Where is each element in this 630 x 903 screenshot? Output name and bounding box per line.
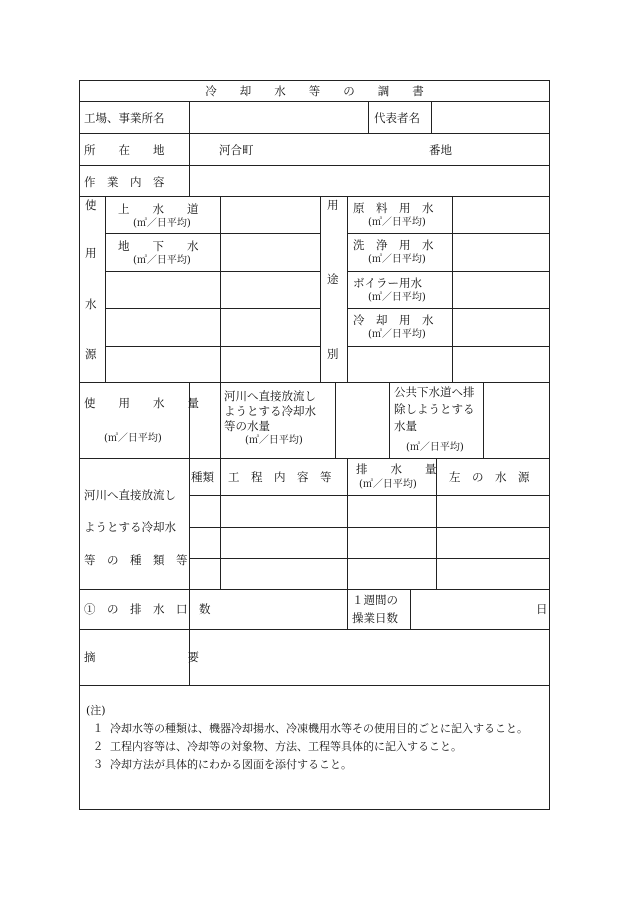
types-left-line-1: 河川へ直接放流し — [84, 488, 176, 502]
rule — [347, 308, 550, 309]
river-volume-line-2: ようとする冷却水 — [224, 404, 316, 418]
sewer-volume-line-1: 公共下水道へ排 — [394, 385, 475, 399]
raw-material-unit: (㎥／日平均) — [368, 217, 426, 228]
washing-unit: (㎥／日平均) — [368, 254, 426, 265]
sewer-volume-unit: (㎥／日平均) — [406, 442, 464, 453]
water-source-side-4: 源 — [85, 347, 97, 361]
rule — [189, 458, 190, 589]
rule — [220, 382, 221, 458]
rule — [452, 196, 453, 382]
rule — [79, 589, 550, 590]
rule — [368, 101, 369, 133]
river-volume-unit: (㎥／日平均) — [245, 435, 303, 446]
rule — [389, 382, 390, 458]
outlets-label: ① の 排 水 口 数 — [84, 602, 211, 616]
location-town: 河合町 — [219, 143, 254, 157]
rule — [79, 133, 550, 134]
types-left-line-2: ようとする冷却水 — [84, 520, 176, 534]
notes-block — [86, 702, 542, 774]
factory-label: 工場、事業所名 — [84, 111, 165, 125]
notes-heading: (注) — [86, 704, 106, 717]
sewer-volume-line-2: 除しようとする — [394, 402, 475, 416]
rule — [347, 233, 550, 234]
rule — [436, 458, 437, 589]
day-unit: 日 — [536, 602, 548, 616]
note-item — [86, 756, 542, 774]
volume-unit: (㎥／日平均) — [104, 433, 162, 444]
washing-label: 洗 浄 用 水 — [353, 238, 434, 252]
rule — [189, 527, 550, 528]
rule — [79, 629, 550, 630]
operating-days-line-1: １週間の — [352, 593, 398, 607]
rule — [431, 101, 432, 133]
cooling-label: 冷 却 用 水 — [353, 313, 434, 327]
representative-label: 代表者名 — [374, 111, 420, 125]
rule — [347, 271, 550, 272]
note-number: １ — [92, 722, 104, 735]
note-text: 冷却水等の種類は、機器冷却揚水、冷凍機用水等その使用目的ごとに記入すること。 — [110, 722, 528, 735]
usage-side-3: 別 — [327, 347, 339, 361]
summary-label: 摘 要 — [84, 650, 199, 664]
rule — [347, 458, 348, 589]
location-label: 所 在 地 — [84, 143, 165, 157]
river-volume-line-1: 河川へ直接放流し — [224, 389, 316, 403]
col-process-header: 工 程 内 容 等 — [228, 470, 332, 484]
note-item — [86, 720, 542, 738]
work-content-label: 作 業 内 容 — [84, 175, 165, 189]
rule — [347, 196, 348, 382]
tap-water-label: 上 水 道 — [118, 202, 199, 216]
rule — [347, 346, 550, 347]
note-number: ２ — [92, 740, 104, 753]
rule — [105, 346, 320, 347]
rule — [105, 196, 106, 382]
note-text: 冷却方法が具体的にわかる図面を添付すること。 — [110, 758, 352, 771]
col-source-header: 左 の 水 源 — [449, 470, 530, 484]
usage-side-1: 用 — [327, 198, 339, 212]
rule — [189, 495, 550, 496]
rule — [220, 458, 221, 589]
rule — [79, 165, 550, 166]
rule — [335, 382, 336, 458]
types-left-line-3: 等 の 種 類 等 — [84, 553, 188, 567]
usage-side-2: 途 — [327, 272, 339, 286]
note-text: 工程内容等は、冷却等の対象物、方法、工程等具体的に記入すること。 — [110, 740, 462, 753]
rule — [79, 685, 550, 686]
rule — [220, 196, 221, 382]
ground-water-label: 地 下 水 — [118, 239, 199, 253]
rule — [105, 233, 320, 234]
rule — [79, 196, 550, 197]
rule — [79, 101, 550, 102]
rule — [410, 589, 411, 629]
operating-days-line-2: 操業日数 — [352, 611, 398, 625]
boiler-unit: (㎥／日平均) — [368, 292, 426, 303]
rule — [189, 101, 190, 196]
form-title: 冷 却 水 等 の 調 書 — [205, 84, 424, 98]
rule — [347, 589, 348, 629]
rule — [189, 558, 550, 559]
col-drain-unit: (㎥／日平均) — [359, 479, 417, 490]
raw-material-label: 原 料 用 水 — [353, 201, 434, 215]
rule — [320, 196, 321, 382]
cooling-unit: (㎥／日平均) — [368, 329, 426, 340]
col-type-header: 種類 — [191, 470, 214, 484]
note-number: ３ — [92, 758, 104, 771]
rule — [483, 382, 484, 458]
water-source-side-1: 使 — [85, 198, 97, 212]
river-volume-line-3: 等の水量 — [224, 419, 270, 433]
rule — [105, 308, 320, 309]
water-source-side-2: 用 — [85, 246, 97, 260]
rule — [105, 271, 320, 272]
col-drain-header: 排 水 量 — [356, 462, 437, 476]
rule — [189, 382, 190, 458]
boiler-label: ボイラー用水 — [353, 276, 422, 290]
sewer-volume-line-3: 水量 — [394, 419, 417, 433]
rule — [79, 382, 550, 383]
tap-water-unit: (㎥／日平均) — [133, 218, 191, 229]
rule — [79, 458, 550, 459]
water-source-side-3: 水 — [85, 297, 97, 311]
ground-water-unit: (㎥／日平均) — [133, 255, 191, 266]
volume-label: 使 用 水 量 — [84, 396, 199, 410]
location-suffix: 番地 — [429, 143, 452, 157]
note-item — [86, 738, 542, 756]
